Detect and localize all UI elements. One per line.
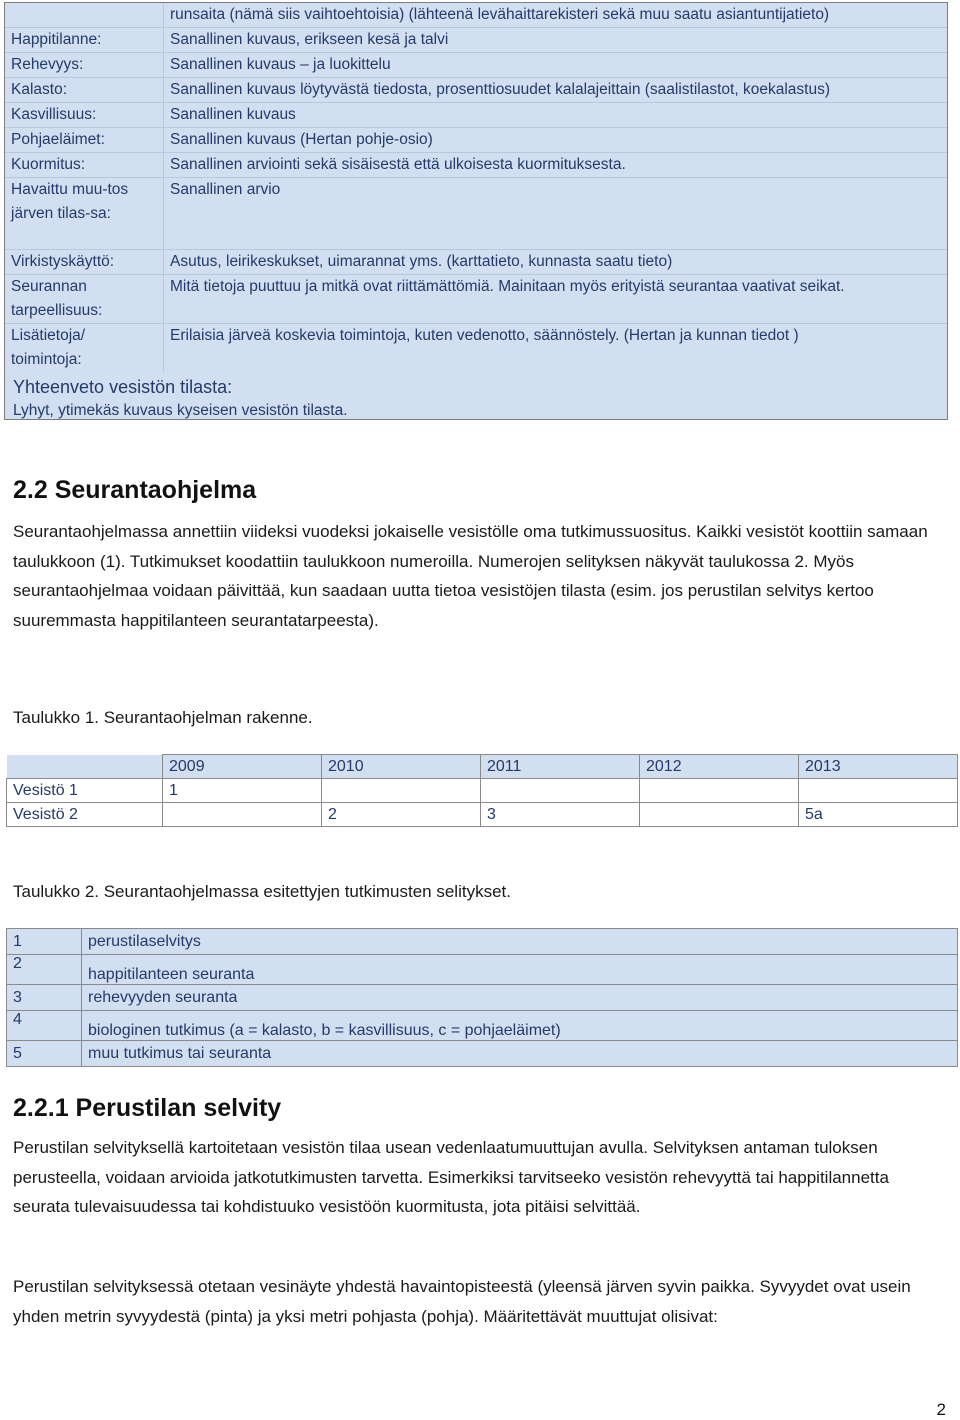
info-label: Kalasto: — [11, 81, 68, 98]
table-corner — [7, 755, 163, 779]
code-cell: 3 — [7, 985, 82, 1011]
summary-text: Lyhyt, ytimekäs kuvaus kyseisen vesistön tilasta. — [13, 402, 348, 419]
section-paragraph: Seurantaohjelmassa annettiin viideksi vuodeksi jokaiselle vesistölle oma tutkimussuositus. Kaikki vesistöt koottiin samaan taulukkoon (1). Tutkimukset koodattiin taulukkoon numeroilla. Numerojen selityksen näkyvät taulukossa 2. Myös seurantaohjelmaa voidaan päivittää, kun saadaan uutta tietoa vesistöjen tilasta (esim. jos perustilan selvitys kertoo suuremmasta happitilanteen seurantatarpeesta). — [13, 522, 928, 630]
table-row — [7, 1041, 958, 1067]
year-header: 2010 — [322, 755, 481, 779]
section-heading: 2.2 Seurantaohjelma — [13, 476, 257, 504]
table2-caption: Taulukko 2. Seurantaohjelmassa esitettyjen tutkimusten selitykset. — [13, 882, 511, 901]
table-header-row — [7, 755, 958, 779]
explanation-table — [6, 928, 958, 1067]
info-value: Mitä tietoja puuttuu ja mitkä ovat riittämättömiä. Mainitaan myös erityistä seurantaa vaativat seikat. — [164, 275, 948, 324]
code-cell: 1 — [7, 929, 82, 955]
info-label: Happitilanne: — [11, 31, 102, 48]
info-value: Asutus, leirikeskukset, uimarannat yms. (karttatieto, kunnasta saatu tieto) — [164, 250, 948, 275]
info-table-box — [4, 2, 948, 420]
info-label — [5, 3, 164, 28]
description-cell: muu tutkimus tai seuranta — [82, 1041, 958, 1067]
table-cell: 5a — [799, 803, 958, 827]
table-row — [7, 929, 958, 955]
info-value: runsaita (nämä siis vaihtoehtoisia) (lähteenä levähaittarekisteri sekä muu saatu asiantuntijatieto) — [164, 3, 948, 28]
description-cell: biologinen tutkimus (a = kalasto, b = kasvillisuus, c = pohjaeläimet) — [82, 1011, 958, 1041]
subsection-heading: 2.2.1 Perustilan selvity — [13, 1094, 282, 1122]
code-cell: 2 — [7, 955, 82, 985]
info-value: Sanallinen kuvaus – ja luokittelu — [164, 53, 948, 78]
table-cell: 3 — [481, 803, 640, 827]
code-cell: 4 — [7, 1011, 82, 1041]
info-label: Kasvillisuus: — [11, 106, 97, 123]
year-header: 2011 — [481, 755, 640, 779]
table-row — [7, 779, 958, 803]
page-number: 2 — [936, 1400, 946, 1419]
monitoring-table — [6, 754, 958, 827]
table-cell — [163, 803, 322, 827]
info-label: Virkistyskäyttö: — [11, 253, 115, 270]
info-label: Kuormitus: — [11, 156, 86, 173]
table-cell — [640, 779, 799, 803]
table-cell — [481, 779, 640, 803]
table-cell — [640, 803, 799, 827]
info-label: Seurannan tarpeellisuus: — [11, 278, 103, 319]
description-cell: rehevyyden seuranta — [82, 985, 958, 1011]
table-cell: 2 — [322, 803, 481, 827]
subsection-paragraph-1: Perustilan selvityksellä kartoitetaan vesistön tilaa usean vedenlaatumuuttujan avulla. Selvityksen antaman tuloksen perusteella, voidaan arvioida jatkotutkimusten tarvetta. Esimerkiksi tarvitseeko vesistön rehevyyttä tai happitilannetta seurata tulevaisuudessa tai kohdistuuko vesistöön kuormitusta, jota pitäisi selvittää. — [13, 1138, 889, 1216]
year-header: 2012 — [640, 755, 799, 779]
description-cell: perustilaselvitys — [82, 929, 958, 955]
info-value: Sanallinen kuvaus, erikseen kesä ja talvi — [164, 28, 948, 53]
row-name: Vesistö 1 — [7, 779, 163, 803]
table-row — [7, 803, 958, 827]
info-value: Sanallinen kuvaus (Hertan pohje-osio) — [164, 128, 948, 153]
table1-caption: Taulukko 1. Seurantaohjelman rakenne. — [13, 708, 313, 727]
year-header: 2009 — [163, 755, 322, 779]
table-row — [7, 1011, 958, 1041]
table-row — [7, 955, 958, 985]
summary-title: Yhteenveto vesistön tilasta: — [13, 377, 233, 397]
info-value: Sanallinen kuvaus — [164, 103, 948, 128]
summary-block — [13, 375, 348, 423]
year-header: 2013 — [799, 755, 958, 779]
table-cell: 1 — [163, 779, 322, 803]
description-cell: happitilanteen seuranta — [82, 955, 958, 985]
info-value: Sanallinen kuvaus löytyvästä tiedosta, prosenttiosuudet kalalajeittain (saalistilastot, koekalastus) — [164, 78, 948, 103]
table-cell — [799, 779, 958, 803]
info-table — [5, 3, 947, 372]
info-label: Pohjaeläimet: — [11, 131, 105, 148]
info-label: Lisätietoja/ toimintoja: — [11, 327, 86, 368]
info-value: Sanallinen arvio — [164, 178, 948, 250]
info-label: Rehevyys: — [11, 56, 84, 73]
info-value: Erilaisia järveä koskevia toimintoja, kuten vedenotto, säännöstely. (Hertan ja kunnan tiedot ) — [164, 324, 948, 373]
table-cell — [322, 779, 481, 803]
code-cell: 5 — [7, 1041, 82, 1067]
info-value: Sanallinen arviointi sekä sisäisestä että ulkoisesta kuormituksesta. — [164, 153, 948, 178]
subsection-paragraph-2: Perustilan selvityksessä otetaan vesinäyte yhdestä havaintopisteestä (yleensä järven syvin paikka. Syvyydet ovat usein yhden metrin syvyydestä (pinta) ja yksi metri pohjasta (pohja). Määritettävät muuttujat olisivat: — [13, 1277, 911, 1326]
row-name: Vesistö 2 — [7, 803, 163, 827]
info-label: Havaittu muu-tos järven tilas-sa: — [11, 181, 129, 222]
table-row — [7, 985, 958, 1011]
